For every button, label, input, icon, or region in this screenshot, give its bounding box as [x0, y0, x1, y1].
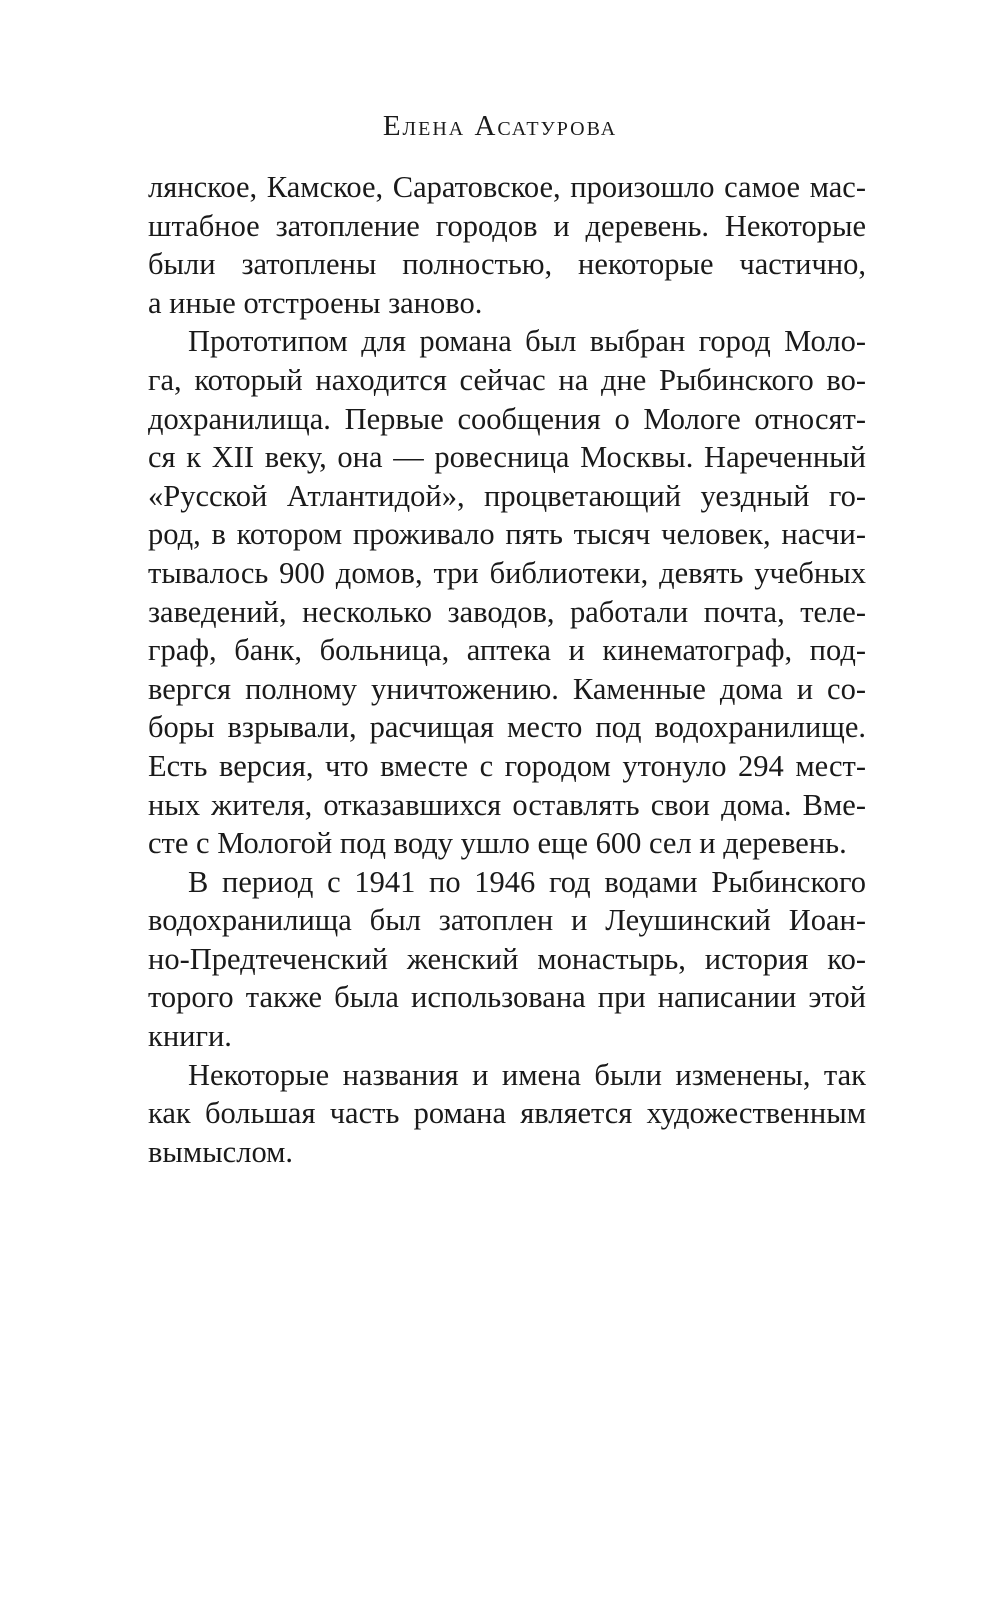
text-line: В период с 1941 по 1946 год водами Рыбинского	[188, 864, 866, 899]
text-line: ся к XII веку, она — ровесница Москвы. Нареченный	[148, 440, 866, 475]
text-line: книги.	[148, 1019, 232, 1054]
text-line: ных жителя, отказавшихся оставлять свои дома. Вме-	[148, 787, 866, 822]
body-text	[148, 168, 866, 1171]
text-line: га, который находится сейчас на дне Рыбинского во-	[148, 362, 866, 397]
text-line: Некоторые названия и имена были изменены, так	[188, 1057, 866, 1092]
text-line: как большая часть романа является художественным	[148, 1096, 866, 1131]
text-line: водохранилища был затоплен и Леушинский Иоан-	[148, 903, 866, 938]
text-line: род, в котором проживало пять тысяч человек, насчи-	[148, 517, 866, 552]
text-line: тывалось 900 домов, три библиотеки, девять учебных	[148, 555, 866, 590]
text-line: штабное затопление городов и деревень. Некоторые	[148, 208, 866, 243]
text-line: Есть версия, что вместе с городом утонуло 294 мест-	[148, 748, 866, 783]
text-line: дохранилища. Первые сообщения о Мологе относят-	[148, 401, 866, 436]
text-line: но-Предтеченский женский монастырь, история ко-	[148, 941, 866, 976]
text-line: вымыслом.	[148, 1134, 294, 1169]
text-line: лянское, Камское, Саратовское, произошло самое мас-	[148, 170, 866, 204]
text-line: боры взрывали, расчищая место под водохранилище.	[148, 710, 866, 745]
text-line: вергся полному уничтожению. Каменные дома и со-	[148, 671, 866, 706]
text-line: «Русской Атлантидой», процветающий уездный го-	[148, 478, 866, 513]
text-line: заведений, несколько заводов, работали почта, теле-	[148, 594, 866, 629]
text-line: Прототипом для романа был выбран город Моло-	[188, 324, 866, 359]
text-line: сте с Мологой под воду ушло еще 600 сел и деревень.	[148, 826, 847, 861]
text-line: были затоплены полностью, некоторые частично,	[148, 247, 866, 282]
running-head-author: Елена Асатурова	[382, 110, 618, 142]
text-line: граф, банк, больница, аптека и кинематограф, под-	[148, 633, 866, 668]
text-line: а иные отстроены заново.	[148, 285, 483, 320]
text-line: торого также была использована при написании этой	[148, 980, 866, 1015]
